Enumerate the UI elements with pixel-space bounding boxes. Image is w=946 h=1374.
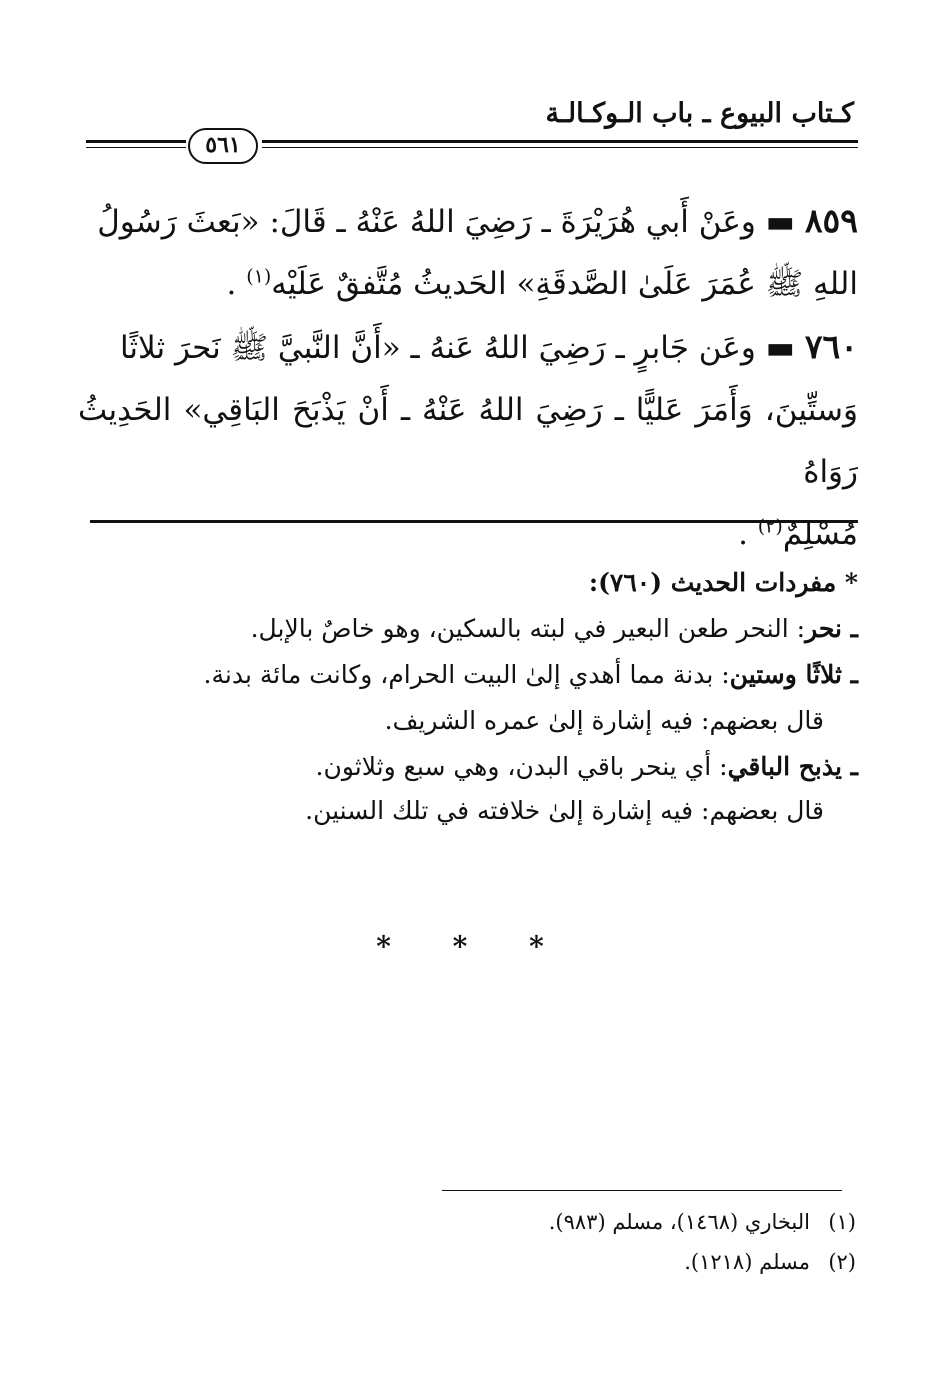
- hadith-859: [78, 190, 858, 315]
- hadith-text: اللهِ ﷺ عُمَرَ عَلَىٰ الصَّدقَةِ» الحَديثُ مُتَّفقٌ عَلَيْه: [271, 266, 858, 302]
- vocabulary-entry: [316, 752, 858, 781]
- footnote-text: مسلم (١٢١٨).: [684, 1250, 810, 1274]
- vocabulary-term: ـ ثلاثًا وستين: [729, 660, 858, 689]
- hadith-760: [78, 316, 858, 565]
- hadith-number: ٨٥٩: [804, 201, 858, 240]
- vocabulary-text: قال بعضهم: فيه إشارة إلىٰ خلافته في تلك السنين.: [305, 796, 824, 825]
- vocabulary-text: قال بعضهم: فيه إشارة إلىٰ عمره الشريف.: [384, 706, 824, 735]
- hadith-line: [78, 190, 858, 253]
- hadith-text: وَستِّينَ، وَأَمَرَ عَليًّا ـ رَضِيَ اللهُ عَنْهُ ـ أَنْ يَذْبَحَ البَاقِي» الحَدِيثُ رَوَاهُ: [78, 392, 858, 490]
- vocabulary-term: ـ يذبح الباقي: [727, 752, 858, 781]
- hadith-text: وعَنْ أَبي هُرَيْرَةَ ـ رَضِيَ اللهُ عَنْهُ ـ قَالَ: «بَعثَ رَسُولُ: [97, 204, 756, 240]
- vocabulary-text: بدنة مما أهدي إلىٰ البيت الحرام، وكانت مائة بدنة.: [203, 660, 714, 689]
- footnote-mark: (٢): [828, 1250, 856, 1274]
- full-stop: .: [738, 516, 758, 552]
- page-number: ٥٦١: [188, 128, 258, 164]
- vocabulary-note: [305, 796, 824, 825]
- footnote-mark: (١): [828, 1210, 856, 1234]
- number-dash: ▬: [765, 330, 795, 366]
- footnote-rule: [442, 1190, 842, 1191]
- hadith-line: [78, 253, 858, 315]
- vocabulary-sep: :: [713, 660, 730, 689]
- hadith-number: ٧٦٠: [804, 327, 858, 366]
- hadith-text: مُسْلِمٌ: [782, 516, 858, 552]
- header-rule-right: [262, 140, 858, 143]
- hadith-text: وعَن جَابرٍ ـ رَضِيَ اللهُ عَنهُ ـ «أَنَّ النَّبيَّ ﷺ نَحرَ ثلاثًا: [119, 330, 756, 366]
- vocabulary-term: ـ نحر: [805, 614, 858, 643]
- hadith-line: [78, 316, 858, 379]
- footnote-2: [684, 1250, 856, 1274]
- vocabulary-text: أي ينحر باقي البدن، وهي سبع وثلاثون.: [315, 752, 712, 781]
- vocabulary-sep: :: [711, 752, 728, 781]
- full-stop: .: [226, 266, 247, 302]
- hadith-line: [78, 379, 858, 503]
- footnote-ref[interactable]: (١): [246, 265, 272, 288]
- footnote-text: البخاري (١٤٦٨)، مسلم (٩٨٣).: [548, 1210, 810, 1234]
- vocabulary-entry: [204, 660, 858, 689]
- vocabulary-text: النحر طعن البعير في لبته بالسكين، وهو خاصٌ بالإبل.: [250, 614, 789, 643]
- section-divider: [90, 520, 858, 523]
- hadith-line: [78, 503, 858, 565]
- vocabulary-note: [385, 706, 824, 735]
- footnote-ref[interactable]: (٢): [757, 515, 783, 538]
- vocabulary-sep: :: [788, 614, 806, 643]
- vocabulary-heading: * مفردات الحديث (٧٦٠):: [588, 568, 858, 597]
- section-separator-stars: * * *: [376, 930, 570, 963]
- running-title: كـتاب البيوع ـ باب الـوكـالـة: [545, 98, 854, 129]
- vocabulary-entry: [251, 614, 858, 643]
- footnote-1: [549, 1210, 856, 1234]
- header-rule-left: [86, 140, 186, 143]
- number-dash: ▬: [765, 204, 795, 240]
